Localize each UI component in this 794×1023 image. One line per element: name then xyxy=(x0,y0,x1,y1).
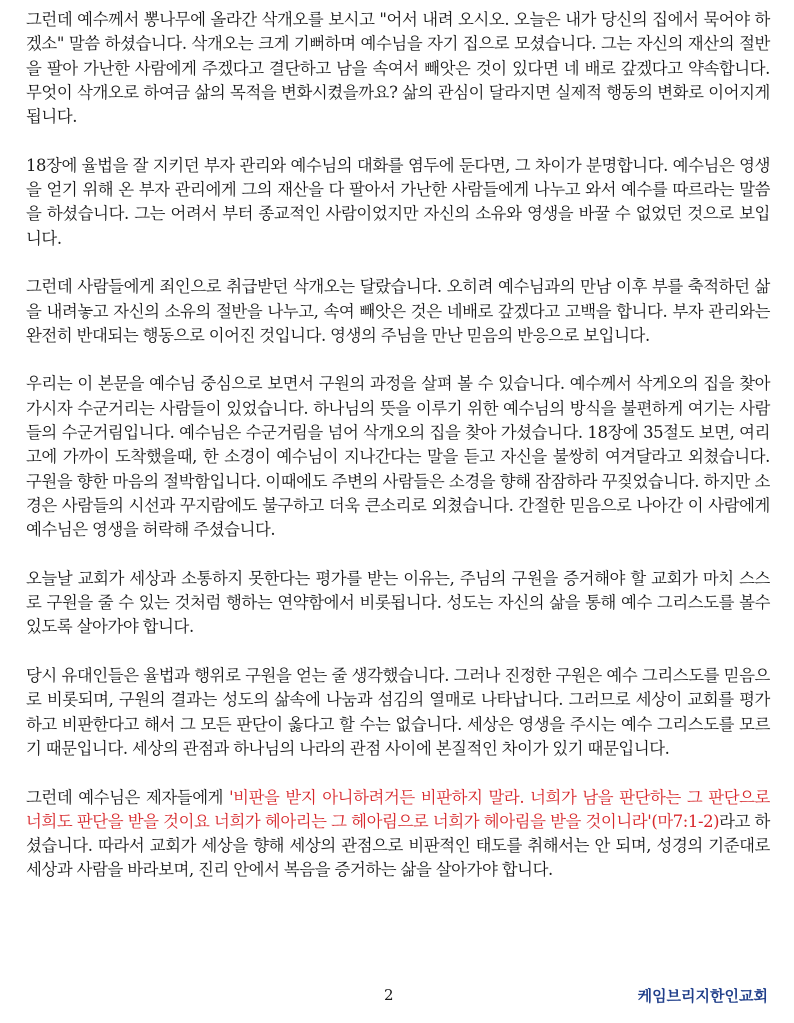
paragraph-7 xyxy=(26,786,770,883)
page-number: 2 xyxy=(384,986,394,1004)
paragraph-7-rest: 라고 하셨습니다. 따라서 교회가 세상을 향해 세상의 관점으로 비판적인 태도를 취해서는 안 되며, 성경의 기준대로 세상과 사람을 바라보며, 진리 안에서 복음을 증거하는 삶을 살아가야 합니다. xyxy=(26,811,770,880)
paragraph-1: 그런데 예수께서 뽕나무에 올라간 삭개오를 보시고 "어서 내려 오시오. 오늘은 내가 당신의 집에서 묵어야 하겠소" 말씀 하셨습니다. 삭개오는 크게 기뻐하며 예수님을 자기 집으로 모셨습니다. 그는 자신의 재산의 절반을 팔아 가난한 사람에게 주겠다고 결단하고 남을 속여서 빼앗은 것이 있다면 네 배로 갚겠다고 약속합니다. 무엇이 삭개오로 하여금 삶의 목적을 변화시켰을까요? 삶의 관심이 달라지면 실제적 행동의 변화로 이어지게 됩니다. xyxy=(26,10,770,127)
scripture-quote: '비판을 받지 아니하려거든 비판하지 말라. 너희가 남을 판단하는 그 판단으로 너희도 판단을 받을 것이요 너희가 헤아리는 그 헤아림으로 너희가 헤아림을 받을 것이니라'(마7:1-2) xyxy=(26,787,770,831)
paragraph-6: 당시 유대인들은 율법과 행위로 구원을 얻는 줄 생각했습니다. 그러나 진정한 구원은 예수 그리스도를 믿음으로 비롯되며, 구원의 결과는 성도의 삶속에 나눔과 섬김의 열매로 나타납니다. 그러므로 세상이 교회를 평가하고 비판한다고 해서 그 모든 판단이 옳다고 할 수는 없습니다. 세상은 영생을 주시는 예수 그리스도를 모르기 때문입니다. 세상의 관점과 하나님의 나라의 관점 사이에 본질적인 차이가 있기 때문입니다. xyxy=(26,666,770,758)
document-body xyxy=(26,8,770,907)
church-name: 케임브리지한인교회 xyxy=(637,987,768,1005)
paragraph-3: 그런데 사람들에게 죄인으로 취급받던 삭개오는 달랐습니다. 오히려 예수님과의 만남 이후 부를 축적하던 삶을 내려놓고 자신의 소유의 절반을 나누고, 속여 빼앗은 것은 네배로 갚겠다고 고백을 합니다. 부자 관리와는 완전히 반대되는 행동으로 이어진 것입니다. 영생의 주님을 만난 믿음의 반응으로 보입니다. xyxy=(26,277,770,345)
paragraph-5: 오늘날 교회가 세상과 소통하지 못한다는 평가를 받는 이유는, 주님의 구원을 증거해야 할 교회가 마치 스스로 구원을 줄 수 있는 것처럼 행하는 연약함에서 비롯됩니다. 성도는 자신의 삶을 통해 예수 그리스도를 볼수 있도록 살아가야 합니다. xyxy=(26,568,770,637)
paragraph-7-intro: 그런데 예수님은 제자들에게 xyxy=(26,787,230,807)
paragraph-4: 우리는 이 본문을 예수님 중심으로 보면서 구원의 과정을 살펴 볼 수 있습니다. 예수께서 삭게오의 집을 찾아가시자 수군거리는 사람들이 있었습니다. 하나님의 뜻을 이루기 위한 예수님의 방식을 불편하게 여기는 사람들의 수군거림입니다. 예수님은 수군거림을 넘어 삭개오의 집을 찾아 가셨습니다. 18장에 35절도 보면, 여리고에 가까이 도착했을때, 한 소경이 예수님이 지나간다는 말을 듣고 자신을 불쌍히 여겨달라고 외쳤습니다. 구원을 향한 마음의 절박함입니다. 이때에도 주변의 사람들은 소경을 향해 잠잠하라 꾸짖었습니다. 하지만 소경은 사람들의 시선과 꾸지람에도 불구하고 더욱 큰소리로 외쳤습니다. 간절한 믿음으로 나아간 이 사람에게 예수님은 영생을 허락해 주셨습니다. xyxy=(26,374,770,540)
paragraph-2: 18장에 율법을 잘 지키던 부자 관리와 예수님의 대화를 염두에 둔다면, 그 차이가 분명합니다. 예수님은 영생을 얻기 위해 온 부자 관리에게 그의 재산을 다 팔아서 가난한 사람들에게 나누고 와서 예수를 따르라는 말씀을 하셨습니다. 그는 어려서 부터 종교적인 사람이었지만 자신의 소유와 영생을 바꿀 수 없었던 것으로 보입니다. xyxy=(26,155,770,248)
